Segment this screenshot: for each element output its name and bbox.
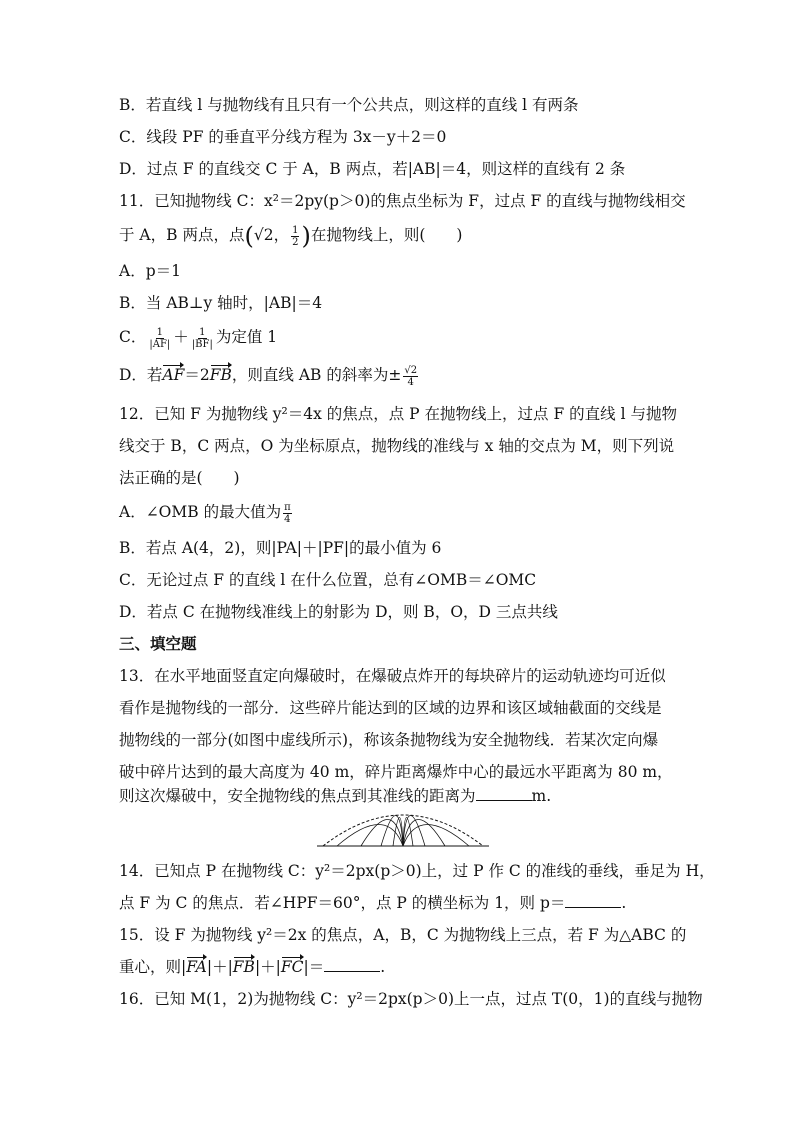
- q11-c-frac-1: [148, 327, 171, 350]
- vector-fb: FB: [232, 958, 255, 976]
- q11-d-post: ，则直线 AB 的斜率为±: [231, 366, 402, 384]
- q14-l2-post: .: [621, 894, 627, 912]
- q11-d-pre: D．若: [119, 366, 163, 384]
- q13-l5-post: m.: [531, 787, 552, 805]
- q12-option-a: [119, 501, 294, 525]
- q12-stem-line-1: 12．已知 F 为抛物线 y²＝4x 的焦点，点 P 在抛物线上，过点 F 的直线 l 与抛物: [119, 405, 677, 423]
- point-y-num: 1: [292, 224, 299, 236]
- point-sep: ，: [273, 226, 290, 244]
- q12-a-pre: A．∠OMB 的最大值为: [119, 503, 282, 521]
- pi-over-4-fraction: [283, 502, 292, 525]
- q11-stem-pre: 于 A，B 两点，点: [119, 226, 245, 244]
- separator: |＋|: [254, 958, 281, 976]
- q14-line-2: [119, 892, 626, 914]
- q12-option-b: B．若点 A(4，2)，则|PA|＋|PF|的最小值为 6: [119, 539, 442, 557]
- q12-stem-line-2: 线交于 B，C 两点，O 为坐标原点，抛物线的准线与 x 轴的交点为 M，则下列说: [119, 437, 675, 455]
- q13-line-4: 破中碎片达到的最大高度为 40 m，碎片距离爆炸中心的最远水平距离为 80 m，: [119, 763, 673, 781]
- frac-num: π: [284, 501, 291, 513]
- q13-line-2: 看作是抛物线的一部分．这些碎片能达到的区域的边界和该区域轴截面的交线是: [119, 699, 662, 717]
- q11-option-b: B．当 AB⊥y 轴时，|AB|＝4: [119, 294, 323, 312]
- q11-option-c: [119, 326, 277, 350]
- answer-blank[interactable]: [476, 786, 532, 801]
- frac-den: 4: [407, 376, 414, 388]
- q13-line-5: [119, 785, 551, 807]
- point-close-paren: ): [301, 222, 311, 250]
- frac-num: 1: [156, 326, 164, 338]
- frac-num: √2: [404, 364, 418, 376]
- answer-blank[interactable]: [565, 893, 621, 908]
- frac-den: |BF|: [191, 338, 213, 350]
- q12-stem-line-3: 法正确的是( ): [119, 469, 240, 487]
- vector-af: AF: [162, 366, 185, 384]
- q11-c-frac-2: [191, 327, 214, 350]
- vector-fc: FC: [280, 958, 304, 976]
- q11-d-mid: ＝2: [184, 366, 210, 384]
- q12-option-d: D．若点 C 在抛物线准线上的射影为 D，则 B，O，D 三点共线: [119, 603, 558, 621]
- q10-option-c: C．线段 PF 的垂直平分线方程为 3x－y＋2＝0: [119, 128, 447, 146]
- q15-line-1: 15．设 F 为抛物线 y²＝2x 的焦点，A，B，C 为抛物线上三点，若 F 为△ABC 的: [119, 926, 687, 944]
- q16-line-1: 16．已知 M(1，2)为抛物线 C：y²＝2px(p＞0)上一点，过点 T(0，1)的直线与抛物: [119, 990, 703, 1008]
- q10-option-b: B．若直线 l 与抛物线有且只有一个公共点，则这样的直线 l 有两条: [119, 96, 579, 114]
- q11-stem-post: 在抛物线上，则( ): [310, 226, 463, 244]
- q15-l2-pre: 重心，则|: [119, 958, 187, 976]
- blast-trajectory-figure: [317, 805, 489, 849]
- point-x: √2: [253, 226, 274, 244]
- q15-line-2: [119, 956, 385, 978]
- point-y-fraction: [291, 225, 299, 248]
- answer-blank[interactable]: [324, 957, 380, 972]
- q13-line-3: 抛物线的一部分(如图中虚线所示)，称该条抛物线为安全抛物线．若某次定向爆: [119, 731, 659, 749]
- q13-l5-pre: 则这次爆破中，安全抛物线的焦点到其准线的距离为: [119, 787, 476, 805]
- q11-stem-line-2: [119, 224, 462, 248]
- vector-fa: FA: [186, 958, 207, 976]
- q14-l2-pre: 点 F 为 C 的焦点．若∠HPF＝60°，点 P 的横坐标为 1，则 p＝: [119, 894, 566, 912]
- point-y-den: 2: [292, 236, 299, 248]
- frac-den: 4: [284, 513, 291, 525]
- q12-option-c: C．无论过点 F 的直线 l 在什么位置，总有∠OMB＝∠OMC: [119, 571, 537, 589]
- q15-l2-end: .: [380, 958, 386, 976]
- q13-line-1: 13．在水平地面竖直定向爆破时，在爆破点炸开的每块碎片的运动轨迹均可近似: [119, 667, 666, 685]
- separator: |＋|: [206, 958, 233, 976]
- q11-c-post: 为定值 1: [215, 328, 278, 346]
- plus-sign: ＋: [173, 328, 189, 346]
- frac-num: 1: [199, 326, 206, 338]
- q11-option-d: [119, 364, 420, 388]
- slope-fraction: [403, 365, 418, 388]
- q10-option-d: D．过点 F 的直线交 C 于 A，B 两点，若|AB|＝4，则这样的直线有 2 条: [119, 160, 626, 178]
- frac-den: |AF|: [149, 338, 171, 350]
- q11-c-label: C．: [119, 328, 147, 346]
- q15-l2-post: |＝: [303, 958, 325, 976]
- point-open-paren: (: [244, 222, 254, 250]
- section-heading-fill-in: 三、填空题: [119, 635, 197, 653]
- q11-stem-line-1: 11．已知抛物线 C：x²＝2py(p＞0)的焦点坐标为 F，过点 F 的直线与抛物线相交: [119, 192, 686, 210]
- q14-line-1: 14．已知点 P 在抛物线 C：y²＝2px(p＞0)上，过 P 作 C 的准线的垂线，垂足为 H，: [119, 862, 715, 880]
- q11-option-a: A．p＝1: [119, 262, 181, 280]
- vector-fb: FB: [209, 366, 232, 384]
